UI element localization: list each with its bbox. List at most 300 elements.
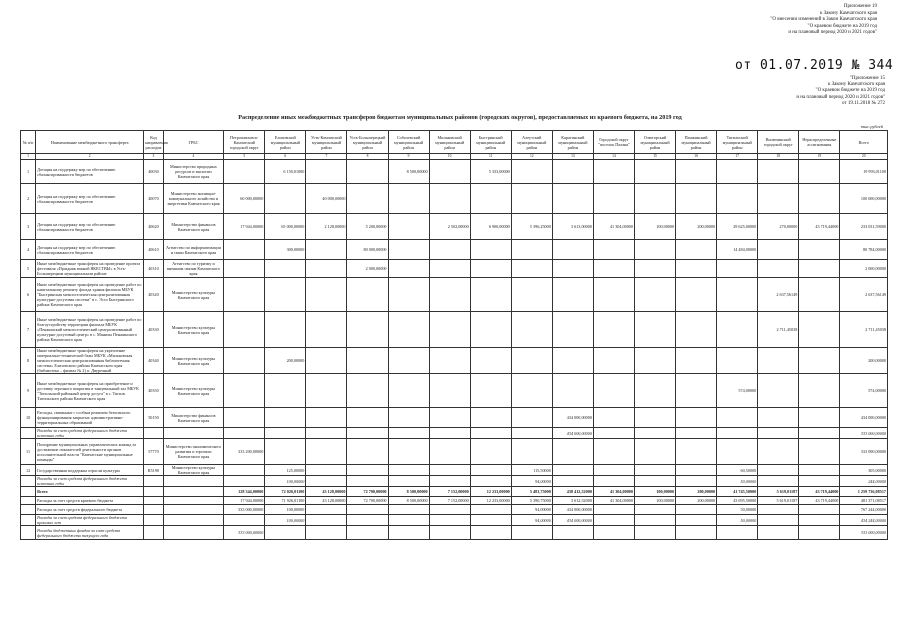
table-cell (593, 312, 634, 348)
table-cell: Министерство культуры Камчатского края (163, 465, 224, 476)
table-cell (347, 184, 388, 214)
table-cell (144, 526, 163, 540)
table-cell: 50,00000 (717, 515, 758, 526)
table-cell: 10 (21, 408, 36, 428)
header-row (21, 131, 888, 154)
table-cell (799, 278, 840, 312)
table-cell (717, 312, 758, 348)
table-cell (388, 515, 429, 526)
table-cell: Министерство культуры Камчатского края (163, 312, 224, 348)
column-number: 5 (224, 154, 265, 160)
table-cell (634, 184, 675, 214)
previous-law-header (655, 76, 885, 107)
table-cell: 57770 (144, 439, 163, 465)
column-number: 9 (388, 154, 429, 160)
column-header: Карагинский муниципальный район (552, 131, 593, 154)
table-cell (511, 439, 552, 465)
table-cell: Министерство культуры Камчатского края (163, 374, 224, 408)
table-cell: 6 (21, 278, 36, 312)
table-cell: 434 000,00000 (552, 505, 593, 515)
column-number: 14 (593, 154, 634, 160)
table-cell (224, 465, 265, 476)
table-cell: 2 637,56149 (840, 278, 888, 312)
table-cell (347, 160, 388, 184)
table-cell (388, 240, 429, 260)
table-cell (429, 184, 470, 214)
column-number: 17 (717, 154, 758, 160)
table-cell: 12 (21, 465, 36, 476)
column-number: 2 (36, 154, 144, 160)
table-cell (347, 374, 388, 408)
table-cell (224, 428, 265, 439)
table-cell (676, 184, 717, 214)
table-cell: 40030 (144, 160, 163, 184)
table-cell (388, 312, 429, 348)
table-cell (388, 476, 429, 487)
table-cell (388, 465, 429, 476)
table-cell: 17 944,00000 (224, 497, 265, 505)
table-cell (163, 476, 224, 487)
row-label: Дотация на поддержку мер по обеспечению сбалансированности бюджетов (36, 184, 144, 214)
table-cell (634, 374, 675, 408)
table-cell (799, 160, 840, 184)
table-cell: 100,00000 (265, 476, 306, 487)
table-cell (511, 240, 552, 260)
table-cell: 40310 (144, 260, 163, 278)
column-number: 8 (347, 154, 388, 160)
table-cell: 434 000,00000 (552, 515, 593, 526)
table-cell (593, 260, 634, 278)
table-row (21, 214, 888, 240)
row-label: Расходы за счет средств федерального бюджета (36, 505, 144, 515)
table-cell: 2 711,45038 (840, 312, 888, 348)
table-cell: 43 695,50000 (717, 497, 758, 505)
table-cell (593, 439, 634, 465)
table-cell (758, 439, 799, 465)
column-header: Вилючинский городской округ (758, 131, 799, 154)
table-cell: 333 000,00000 (840, 439, 888, 465)
column-number: 18 (758, 154, 799, 160)
table-cell (306, 505, 347, 515)
table-cell (347, 428, 388, 439)
table-cell (21, 428, 36, 439)
table-cell (388, 526, 429, 540)
table-cell: 80 784,00000 (840, 240, 888, 260)
table-cell: 3 612,52000 (552, 497, 593, 505)
table-cell: 12 233,00000 (470, 487, 511, 497)
column-header: Мильковский муниципальный район (429, 131, 470, 154)
table-cell (634, 278, 675, 312)
table-cell (717, 408, 758, 428)
table-cell: 125,00000 (265, 465, 306, 476)
table-cell (388, 505, 429, 515)
row-label: Дотация на поддержку мер по обеспечению сбалансированности бюджетов (36, 240, 144, 260)
row-label: Расходы бюджетных фондов за счет средств федерального бюджета текущего года (36, 526, 144, 540)
table-cell (511, 278, 552, 312)
column-header: Усть-Большерецкий муниципальный район (347, 131, 388, 154)
table-cell (470, 526, 511, 540)
header-line: от 19.11.2018 № 272 (842, 100, 885, 106)
table-cell: 2 000,00000 (347, 260, 388, 278)
table-cell (799, 428, 840, 439)
table-cell: 574,00000 (717, 374, 758, 408)
table-cell (388, 278, 429, 312)
table-cell: 2 (21, 184, 36, 214)
table-cell (634, 348, 675, 374)
table-cell (306, 476, 347, 487)
table-cell (799, 465, 840, 476)
table-cell (676, 408, 717, 428)
table-cell (799, 348, 840, 374)
column-header: Пенжинский муниципальный район (676, 131, 717, 154)
table-cell: Министерство финансов Камчатского края (163, 214, 224, 240)
table-cell: 43 128,00000 (306, 487, 347, 497)
table-cell: 60,50000 (717, 465, 758, 476)
column-header: Быстринский муниципальный район (470, 131, 511, 154)
table-cell (470, 439, 511, 465)
table-row (21, 278, 888, 312)
row-label: Поощрение муниципальных управленческих команд за достижение показателей деятельности органов исполнительной власти "Камчатские муниципальные команды" (36, 439, 144, 465)
table-cell (552, 260, 593, 278)
row-label: Иные межбюджетные трансферты на укрепление материально-технической базы МБУК «Мильковская межпоселенческая централизованная библиотечная система» Елизовского района Камчатского края (библиотека – филиал № 2) п. Двуречный (36, 348, 144, 374)
table-cell (676, 465, 717, 476)
table-cell (306, 374, 347, 408)
table-cell (593, 278, 634, 312)
table-cell (593, 465, 634, 476)
table-cell: 40320 (144, 278, 163, 312)
table-cell: Министерство экономического развития и торговли Камчатского края (163, 439, 224, 465)
table-cell (306, 348, 347, 374)
row-label: Иные межбюджетные трансферты на приобретение и доставку зерочного покрытия в танцевальный зал МБУК "Тигильский районный центр досуга" в с. Тигиль Тигильского района Камчатского края (36, 374, 144, 408)
table-cell (306, 515, 347, 526)
table-row (21, 439, 888, 465)
table-cell: Министерство природных ресурсов и экологии Камчатского края (163, 160, 224, 184)
table-cell (552, 465, 593, 476)
table-cell (163, 515, 224, 526)
table-cell (593, 515, 634, 526)
table-cell (676, 439, 717, 465)
row-label: Расходы за счет средств краевого бюджета (36, 497, 144, 505)
table-cell (552, 184, 593, 214)
table-cell: 60 000,00000 (224, 184, 265, 214)
table-cell (511, 260, 552, 278)
table-cell: 43 128,00000 (306, 497, 347, 505)
column-number: 7 (306, 154, 347, 160)
table-cell (799, 476, 840, 487)
table-cell (717, 160, 758, 184)
table-cell: 300,00000 (265, 240, 306, 260)
table-row (21, 465, 888, 476)
table-cell (21, 505, 36, 515)
table-cell (470, 312, 511, 348)
table-cell (676, 526, 717, 540)
table-cell (224, 278, 265, 312)
table-cell (306, 160, 347, 184)
table-cell (21, 497, 36, 505)
table-cell: Министерство жилищно-коммунального хозяйства и энергетики Камчатского края (163, 184, 224, 214)
table-cell (552, 160, 593, 184)
table-cell: 2 711,45038 (758, 312, 799, 348)
table-cell: 434 244,00000 (840, 515, 888, 526)
table-cell (511, 184, 552, 214)
table-cell: 8 (21, 348, 36, 374)
table-cell (429, 526, 470, 540)
table-cell: Министерство финансов Камчатского края (163, 408, 224, 428)
table-cell (470, 348, 511, 374)
row-label: Всего (36, 487, 144, 497)
table-cell: 200,00000 (676, 487, 717, 497)
row-label: Дотация на поддержку мер по обеспечению сбалансированности бюджетов (36, 160, 144, 184)
table-cell: 41 304,00000 (593, 214, 634, 240)
table-cell: 200,00000 (265, 348, 306, 374)
row-label: Иные межбюджетные трансферты на проведение работ по капитальному ремонту фасада здания филиала МБУК "Быстринская межпоселенческая централизованная культурно-досуговая система" в с. Эссо Быстринского района Камчатского края (36, 278, 144, 312)
table-cell (224, 348, 265, 374)
table-cell (429, 515, 470, 526)
table-cell: 40350 (144, 374, 163, 408)
table-cell: 100 000,00000 (840, 184, 888, 214)
table-cell: 72 026,01100 (265, 487, 306, 497)
table-cell (593, 526, 634, 540)
table-cell (511, 348, 552, 374)
table-cell: 100,00000 (265, 505, 306, 515)
table-cell: 29 625,00000 (717, 214, 758, 240)
table-cell (634, 260, 675, 278)
table-cell (347, 476, 388, 487)
table-cell: 8 500,00000 (388, 497, 429, 505)
table-cell (224, 515, 265, 526)
table-cell (676, 515, 717, 526)
column-header: № п/п (21, 131, 36, 154)
table-cell: 11 (21, 439, 36, 465)
table-cell (306, 240, 347, 260)
table-cell: 2 502,00000 (429, 214, 470, 240)
table-cell (388, 184, 429, 214)
table-cell (347, 465, 388, 476)
table-cell (552, 374, 593, 408)
table-cell (429, 465, 470, 476)
header-line: "О краевом бюджете на 2019 год (807, 23, 877, 29)
table-cell (429, 408, 470, 428)
table-row (21, 428, 888, 439)
table-cell (429, 439, 470, 465)
table-cell (144, 497, 163, 505)
table-cell: 6 900,00000 (470, 214, 511, 240)
table-cell (799, 439, 840, 465)
table-cell (676, 348, 717, 374)
header-line: Приложение 19 (843, 4, 877, 9)
table-row (21, 497, 888, 505)
table-cell (306, 465, 347, 476)
table-cell (676, 505, 717, 515)
table-row (21, 240, 888, 260)
table-cell: 50,00000 (717, 505, 758, 515)
table-cell (634, 526, 675, 540)
table-cell (306, 278, 347, 312)
table-row (21, 374, 888, 408)
table-cell: 5 333,00000 (470, 160, 511, 184)
table-cell (347, 526, 388, 540)
table-cell: 80 000,00000 (347, 240, 388, 260)
table-cell: 7 152,00000 (429, 487, 470, 497)
table-cell (265, 278, 306, 312)
header-line: "О краевом бюджете на 2019 год (815, 88, 885, 94)
table-cell (634, 240, 675, 260)
table-cell (429, 374, 470, 408)
table-cell (758, 408, 799, 428)
table-cell (470, 184, 511, 214)
table-cell (347, 505, 388, 515)
table-cell (224, 160, 265, 184)
table-cell: 2 000,00000 (840, 260, 888, 278)
table-cell (676, 240, 717, 260)
document-title: Распределение иных межбюджетных трансферов бюджетам муниципальных районов (городских округов), предоставляемых из краевого бюджета, на 2019 год (238, 114, 682, 121)
table-cell: 333 200,00000 (224, 439, 265, 465)
table-cell (470, 428, 511, 439)
table-cell (388, 408, 429, 428)
table-cell: 65 000,00000 (265, 214, 306, 240)
table-cell (388, 439, 429, 465)
table-cell: 17 944,00000 (224, 214, 265, 240)
table-cell: Министерство культуры Камчатского края (163, 348, 224, 374)
table-cell: 40610 (144, 240, 163, 260)
table-cell (21, 487, 36, 497)
table-cell (306, 439, 347, 465)
row-label: Государственная поддержка отрасли культуры (36, 465, 144, 476)
header-line: и на плановый период 2020 и 2021 годов" (796, 94, 885, 100)
transfers-table (20, 130, 888, 540)
table-cell (552, 312, 593, 348)
table-cell (429, 505, 470, 515)
table-cell: 574,00000 (840, 374, 888, 408)
table-cell (717, 428, 758, 439)
column-number: 4 (163, 154, 224, 160)
column-number: 13 (552, 154, 593, 160)
table-cell (717, 526, 758, 540)
table-cell (717, 348, 758, 374)
column-header: Елизовский муниципальный район (265, 131, 306, 154)
table-cell (163, 497, 224, 505)
table-cell (265, 184, 306, 214)
table-cell (634, 505, 675, 515)
table-cell (470, 476, 511, 487)
column-number: 20 (840, 154, 888, 160)
table-cell (144, 487, 163, 497)
table-row (21, 160, 888, 184)
column-number: 12 (511, 154, 552, 160)
table-cell: Министерство культуры Камчатского края (163, 278, 224, 312)
table-cell (265, 439, 306, 465)
table-cell (306, 526, 347, 540)
table-cell: 50150 (144, 408, 163, 428)
table-cell: 100,00000 (265, 515, 306, 526)
table-cell (511, 312, 552, 348)
table-cell (717, 439, 758, 465)
column-number: 1 (21, 154, 36, 160)
header-line: "Приложение 15 (849, 76, 885, 81)
table-cell: 100,00000 (634, 214, 675, 240)
table-cell: 100,00000 (634, 497, 675, 505)
table-cell (593, 408, 634, 428)
column-header: Петропавловск-Камчатский городской округ (224, 131, 265, 154)
table-cell (347, 312, 388, 348)
table-cell: 115,50000 (511, 465, 552, 476)
table-cell (470, 240, 511, 260)
table-cell (717, 260, 758, 278)
table-cell (634, 312, 675, 348)
table-cell: 305,00000 (840, 465, 888, 476)
table-row (21, 312, 888, 348)
table-cell (799, 408, 840, 428)
table-cell (676, 312, 717, 348)
table-cell: 5 200,00000 (347, 214, 388, 240)
table-cell: 200,00000 (676, 497, 717, 505)
table-cell (224, 374, 265, 408)
table-cell (676, 428, 717, 439)
table-cell: 40620 (144, 214, 163, 240)
header-line: и на плановый период 2020 и 2021 годов" (788, 30, 877, 35)
column-header: Олюторский муниципальный район (634, 131, 675, 154)
table-cell (511, 374, 552, 408)
table-cell (758, 505, 799, 515)
table-row (21, 408, 888, 428)
table-cell (265, 260, 306, 278)
row-label: Расходы за счет средств федерального бюджета источник годы (36, 476, 144, 487)
table-cell (429, 260, 470, 278)
column-number: 19 (799, 154, 840, 160)
table-cell (429, 348, 470, 374)
table-cell (758, 160, 799, 184)
table-cell: 19 993,01100 (840, 160, 888, 184)
table-cell: 94,00000 (511, 476, 552, 487)
table-cell: Агентство по информатизации и связи Камчатского края (163, 240, 224, 260)
table-cell: 5 390,75000 (511, 497, 552, 505)
table-cell: 94,00000 (511, 505, 552, 515)
table-cell: 14 484,00000 (717, 240, 758, 260)
table-cell: 333 000,00000 (840, 526, 888, 540)
table-cell (388, 214, 429, 240)
table-cell: 6 150,01000 (265, 160, 306, 184)
table-cell (552, 526, 593, 540)
column-number: 16 (676, 154, 717, 160)
table-cell (224, 260, 265, 278)
table-cell: 8 500,00000 (388, 160, 429, 184)
table-cell (347, 515, 388, 526)
table-cell (799, 374, 840, 408)
table-cell (634, 515, 675, 526)
table-row (21, 526, 888, 540)
table-cell: 434 000,00000 (552, 428, 593, 439)
table-cell (224, 408, 265, 428)
table-cell (21, 476, 36, 487)
table-cell: 72 700,00000 (347, 487, 388, 497)
table-cell (799, 526, 840, 540)
column-number: 10 (429, 154, 470, 160)
table-cell (676, 278, 717, 312)
table-cell: 233 031,59000 (840, 214, 888, 240)
column-header: Наименование межбюджетного трансферта (36, 131, 144, 154)
row-label: Иные межбюджетные трансферты на проведение работ по благоустройству территории филиала МБУК «Пенжинский межпоселенческий централизованный культурно-досуговый центр» в с. Манилы Пенжинского района Камчатского края (36, 312, 144, 348)
table-cell (388, 260, 429, 278)
table-cell (21, 515, 36, 526)
column-header: Тигильский муниципальный район (717, 131, 758, 154)
table-cell (758, 348, 799, 374)
table-cell (758, 184, 799, 214)
table-cell (552, 439, 593, 465)
table-cell (429, 160, 470, 184)
table-cell (634, 439, 675, 465)
table-cell: 100,00000 (634, 487, 675, 497)
table-cell (676, 476, 717, 487)
